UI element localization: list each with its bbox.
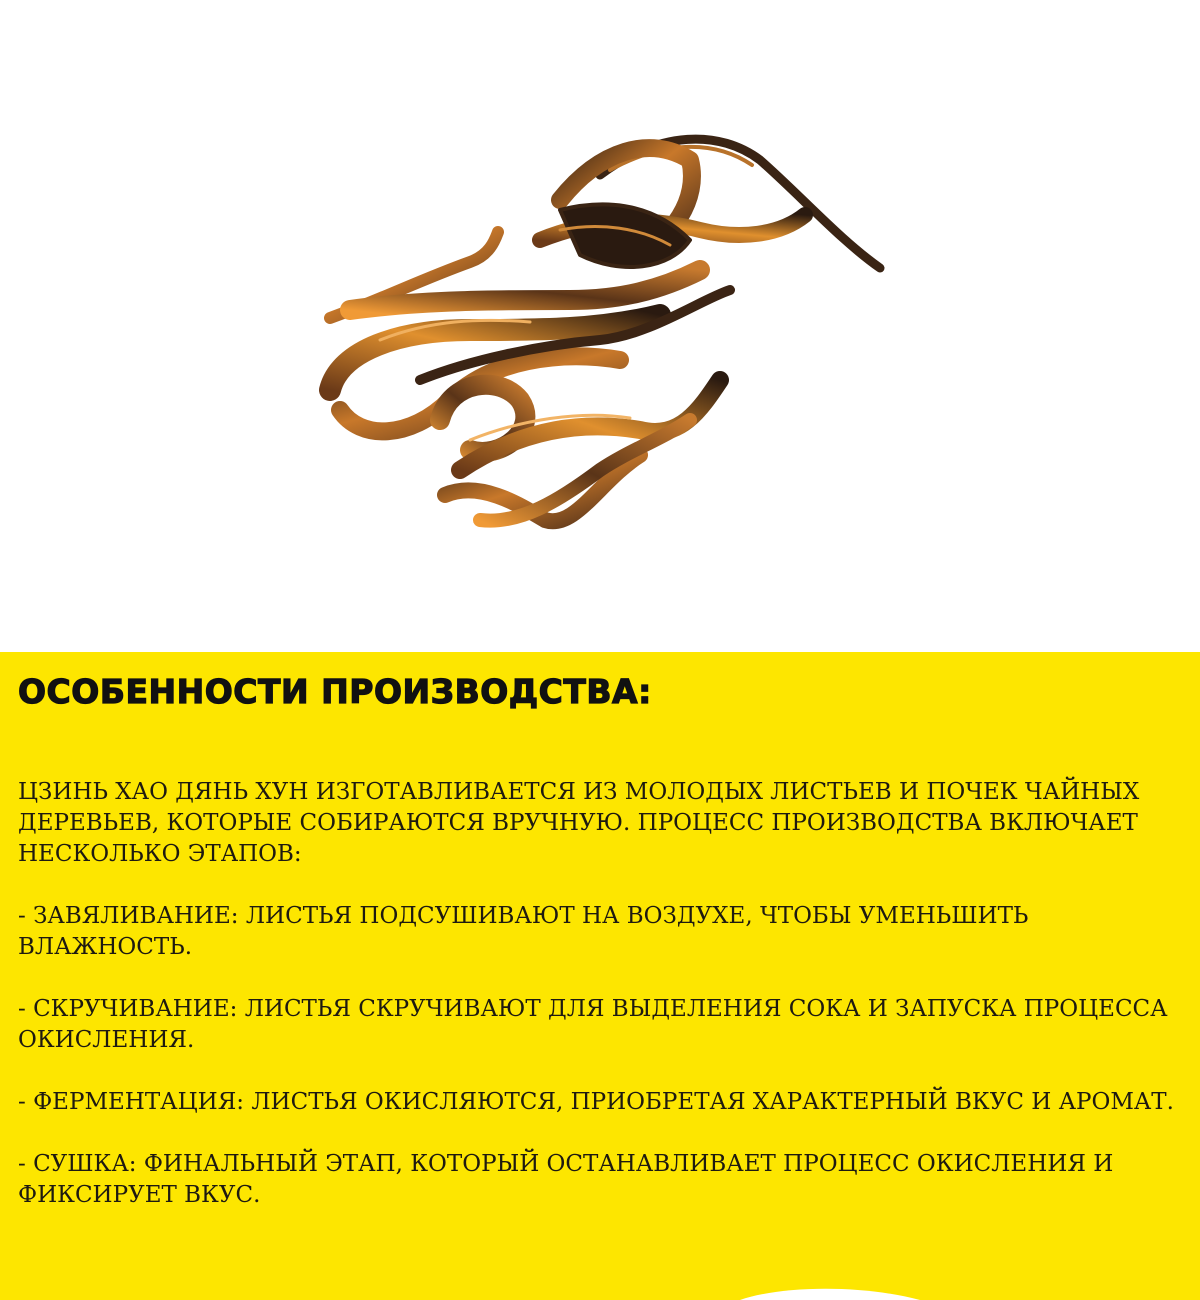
bottom-wave-decoration — [0, 1280, 1200, 1300]
section-heading: ОСОБЕННОСТИ ПРОИЗВОДСТВА: — [18, 672, 652, 711]
step-drying: - СУШКА: ФИНАЛЬНЫЙ ЭТАП, КОТОРЫЙ ОСТАНАВЛИВАЕТ ПРОЦЕСС ОКИСЛЕНИЯ И ФИКСИРУЕТ ВКУС. — [18, 1151, 1114, 1208]
step-rolling: - СКРУЧИВАНИЕ: ЛИСТЬЯ СКРУЧИВАЮТ ДЛЯ ВЫДЕЛЕНИЯ СОКА И ЗАПУСКА ПРОЦЕССА ОКИСЛЕНИЯ. — [18, 996, 1168, 1053]
production-section — [0, 652, 1200, 1300]
intro-paragraph: ЦЗИНЬ ХАО ДЯНЬ ХУН ИЗГОТАВЛИВАЕТСЯ ИЗ МОЛОДЫХ ЛИСТЬЕВ И ПОЧЕК ЧАЙНЫХ ДЕРЕВЬЕВ, КОТОРЫЕ СОБИРАЮТСЯ ВРУЧНУЮ. ПРОЦЕСС ПРОИЗВОДСТВА ВКЛЮЧАЕТ НЕСКОЛЬКО ЭТАПОВ: — [18, 779, 1140, 867]
step-withering: - ЗАВЯЛИВАНИЕ: ЛИСТЬЯ ПОДСУШИВАЮТ НА ВОЗДУХЕ, ЧТОБЫ УМЕНЬШИТЬ ВЛАЖНОСТЬ. — [18, 903, 1029, 960]
step-fermentation: - ФЕРМЕНТАЦИЯ: ЛИСТЬЯ ОКИСЛЯЮТСЯ, ПРИОБРЕТАЯ ХАРАКТЕРНЫЙ ВКУС И АРОМАТ. — [18, 1089, 1174, 1115]
